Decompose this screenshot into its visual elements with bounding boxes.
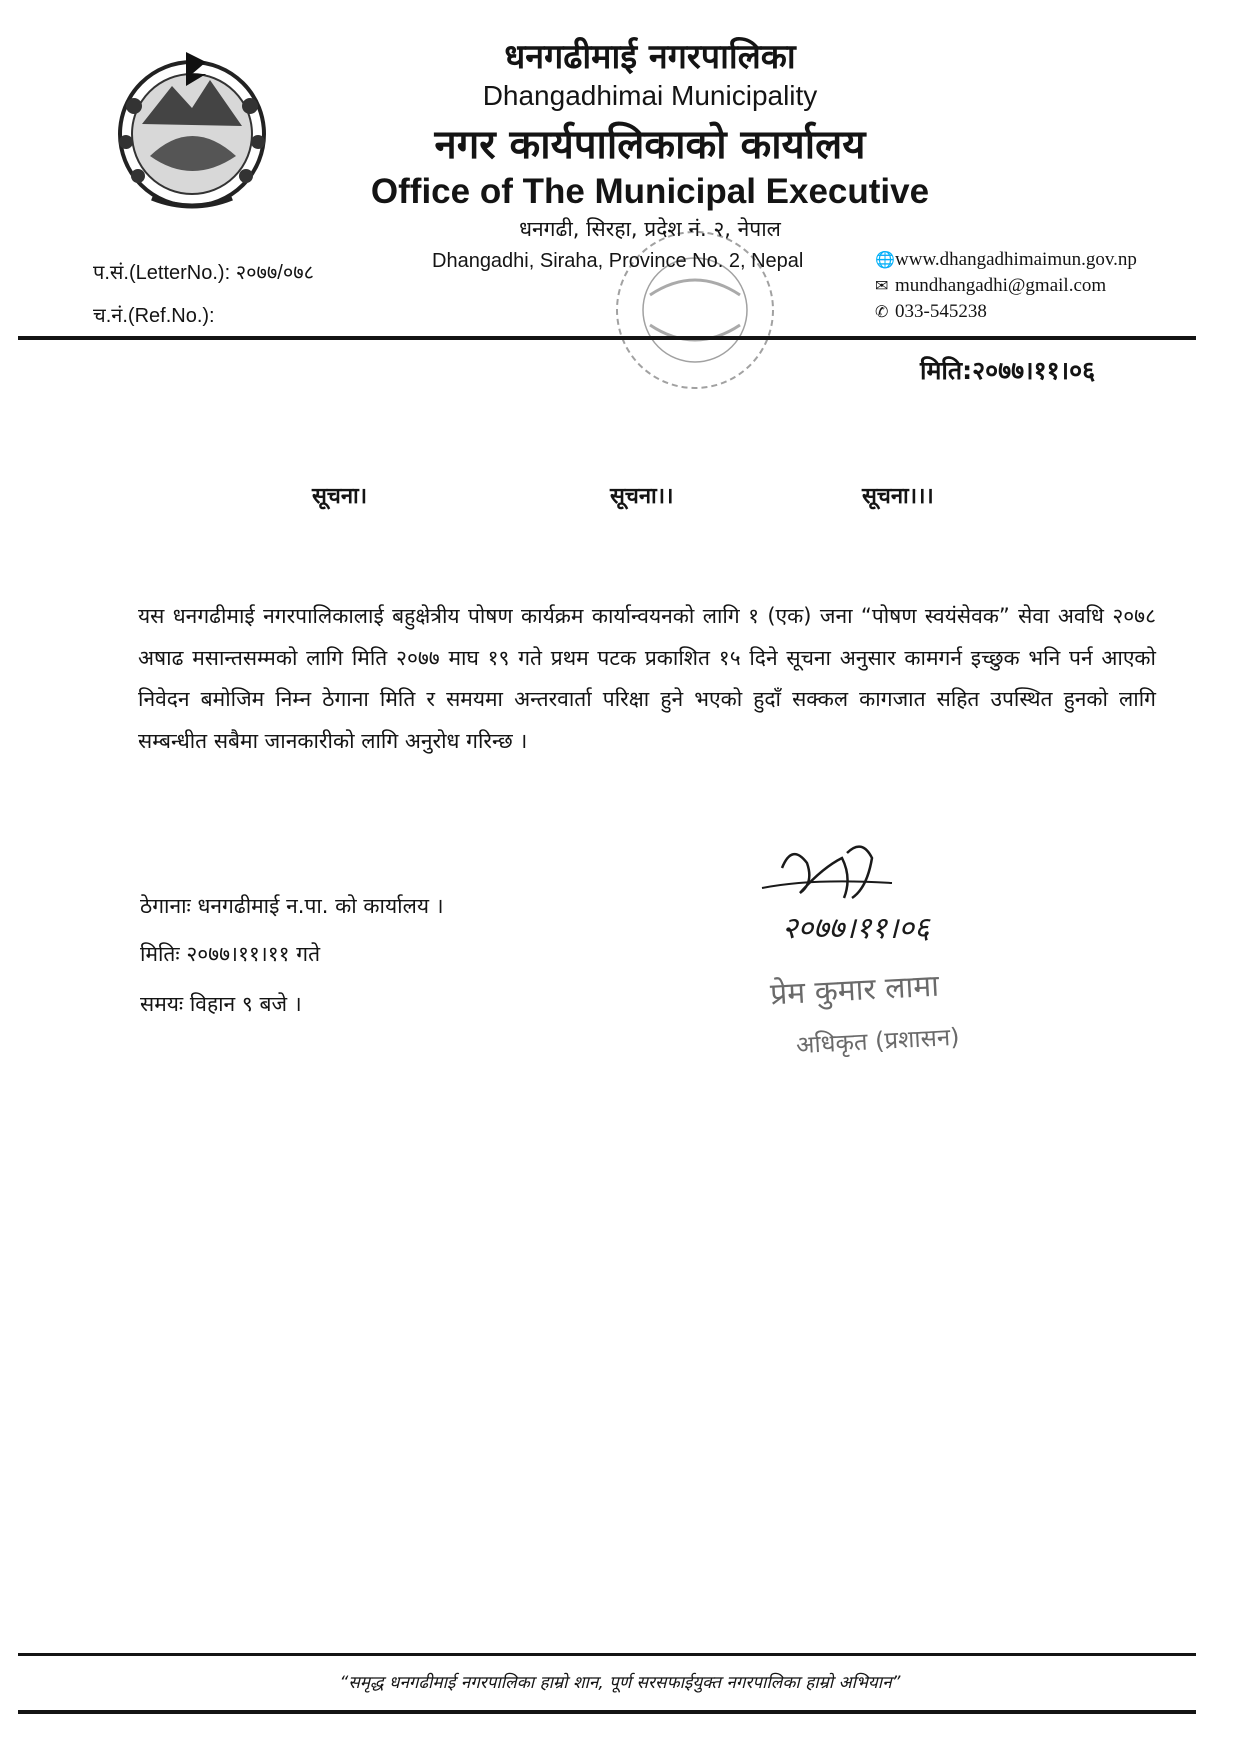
- signatory-stamp-post: अधिकृत (प्रशासन): [795, 1022, 961, 1060]
- interview-date: मितिः २०७७।११।११ गते: [140, 942, 321, 966]
- nepal-emblem-icon: [112, 46, 272, 214]
- footer-divider-bottom: [18, 1710, 1196, 1714]
- website-text: www.dhangadhimaimun.gov.np: [895, 249, 1137, 270]
- municipality-name-nepali: धनगढीमाई नगरपालिका: [504, 37, 796, 77]
- address-nepali: धनगढी, सिरहा, प्रदेश नं. २, नेपाल: [519, 217, 781, 241]
- interview-time: समयः विहान ९ बजे ।: [140, 992, 302, 1016]
- notice-heading-2: सूचना।।: [610, 484, 674, 509]
- handwritten-signature: [752, 838, 1022, 958]
- phone-icon: ✆: [875, 304, 889, 321]
- notice-heading-3: सूचना।।।: [862, 484, 934, 509]
- website-line: [875, 249, 1137, 271]
- municipality-name-english: Dhangadhimai Municipality: [482, 80, 818, 111]
- address-english: Dhangadhi, Siraha, Province No. 2, Nepal: [432, 250, 804, 272]
- reference-number: च.नं.(Ref.No.):: [93, 305, 215, 327]
- office-name-english: Office of The Municipal Executive: [370, 172, 930, 211]
- letter-date: मिति:२०७७।११।०६: [920, 356, 1096, 385]
- phone-text: 033-545238: [895, 301, 987, 322]
- footer-divider-top: [18, 1653, 1196, 1656]
- office-name-nepali: नगर कार्यपालिकाको कार्यालय: [434, 122, 866, 168]
- footer-slogan: “समृद्ध धनगढीमाई नगरपालिका हाम्रो शान, पूर्ण सरसफाईयुक्त नगरपालिका हाम्रो अभियान”: [339, 1673, 901, 1693]
- signatory-stamp-name: प्रेम कुमार लामा: [769, 968, 940, 1013]
- email-line: [875, 275, 1106, 297]
- letter-number: प.सं.(LetterNo.): २०७७/०७८: [93, 262, 315, 284]
- svg-text:२०७७।११।०६: २०७७।११।०६: [782, 911, 930, 946]
- email-text: mundhangadhi@gmail.com: [895, 275, 1107, 296]
- globe-icon: 🌐: [875, 252, 895, 269]
- notice-body: यस धनगढीमाई नगरपालिकालाई बहुक्षेत्रीय पोषण कार्यक्रम कार्यान्वयनको लागि १ (एक) जना “पोषण स्वयंसेवक” सेवा अवधि २०७८ अषाढ मसान्तसम्मको लागि मिति २०७७ माघ १९ गते प्रथम पटक प्रकाशित १५ दिने सूचना अनुसार कामगर्न इच्छुक भनि पर्न आएको निवेदन बमोजिम निम्न ठेगाना मिति र समयमा अन्तरवार्ता परिक्षा हुने भएको हुदाँ सक्कल कागजात सहित उपस्थित हुनको लागि सम्बन्धीत सबैमा जानकारीको लागि अनुरोध गरिन्छ ।: [138, 604, 1156, 753]
- interview-address: ठेगानाः धनगढीमाई न.पा. को कार्यालय ।: [140, 894, 444, 918]
- mail-icon: ✉: [875, 278, 889, 295]
- notice-heading-1: सूचना।: [312, 484, 368, 509]
- header-divider: [18, 336, 1196, 340]
- phone-line: [875, 301, 987, 323]
